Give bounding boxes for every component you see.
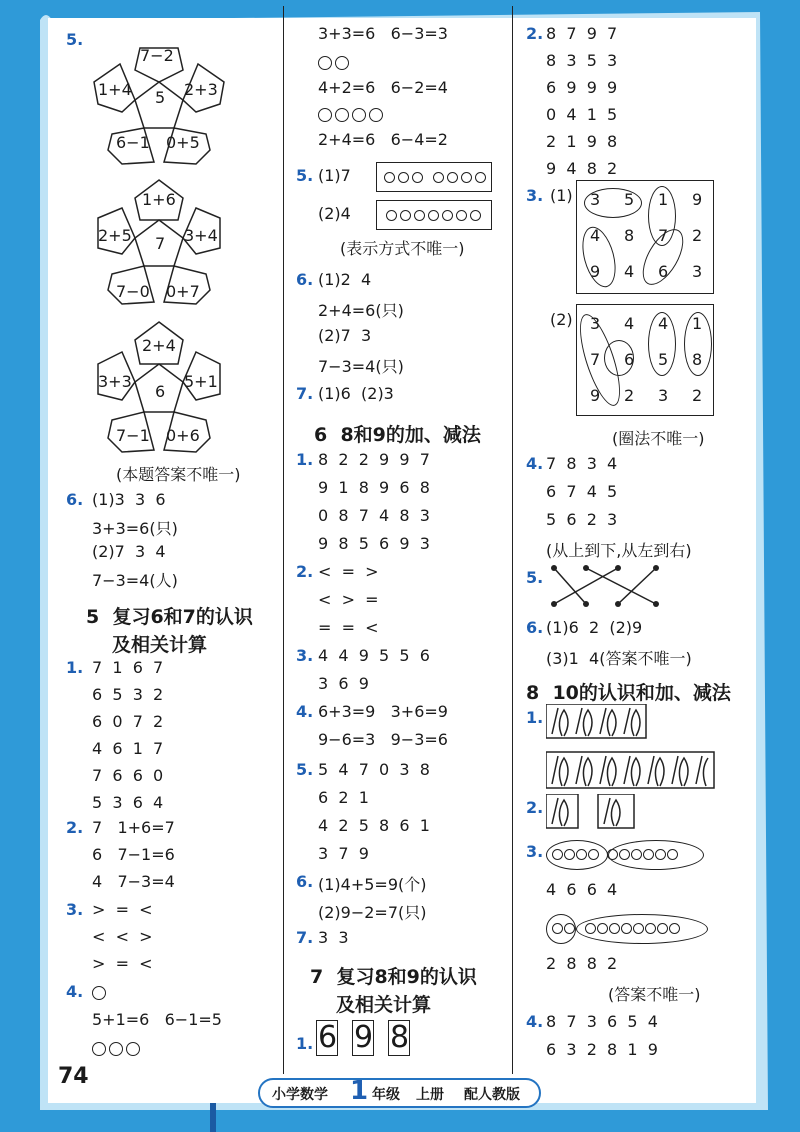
answer-line: 3 7 9 [318, 844, 369, 863]
question-label: 4. [66, 982, 84, 1001]
answer-line: 6 0 7 2 [92, 712, 164, 731]
answer-line: 4+2=6 6−2=4 [318, 78, 448, 97]
grid-number: 3 [658, 386, 669, 405]
question-label: 5. [296, 760, 314, 779]
answer-line: 6 7−1=6 [92, 845, 175, 864]
tally-marks [546, 704, 726, 790]
written-digit: 6 [318, 1020, 338, 1055]
pentagon-bottom-right: 0+5 [166, 133, 200, 152]
footer-edition: 配人教版 [464, 1087, 520, 1103]
answer-line: 4 2 5 8 6 1 [318, 816, 430, 835]
question-label: 2. [296, 562, 314, 581]
question-label: 3. [526, 186, 544, 205]
answer-line: (2)4 [318, 204, 351, 223]
answer-line: 6 2 1 [318, 788, 369, 807]
answer-line: 8 7 3 6 5 4 [546, 1012, 658, 1031]
section-title: 7 复习8和9的认识 [310, 966, 477, 988]
question-label: 2. [66, 818, 84, 837]
section-title: 8 10的认识和加、减法 [526, 682, 731, 704]
grid-number: 6 [624, 350, 635, 369]
answer-line: 2 8 8 2 [546, 954, 618, 973]
answer-line: 7 1 6 7 [92, 658, 164, 677]
question-label: 6. [296, 872, 314, 891]
question-label: 1. [296, 1034, 314, 1053]
answer-line: 6 7 4 5 [546, 482, 618, 501]
question-label: 4. [296, 702, 314, 721]
circle-answer [384, 167, 489, 186]
answer-line: 3 6 9 [318, 674, 369, 693]
pentagon-right: 2+3 [184, 80, 218, 99]
answer-line: (1)4+5=9(个) [318, 875, 427, 894]
pentagon-bottom-right: 0+6 [166, 426, 200, 445]
question-label: 6. [66, 490, 84, 509]
circle-answer [318, 52, 352, 71]
grid-number: 5 [624, 190, 635, 209]
answer-line: 7−3=4(人) [92, 571, 178, 590]
grid-number: 2 [624, 386, 635, 405]
circled-pair [648, 312, 676, 376]
answer-line: 5 6 2 3 [546, 510, 618, 529]
question-label: 5. [296, 166, 314, 185]
grid-number: 6 [658, 262, 669, 281]
answer-line: 9 4 8 2 [546, 159, 618, 178]
section-title: 5 复习6和7的认识 [86, 606, 253, 628]
answer-line: 6+3=9 3+6=9 [318, 702, 448, 721]
section-title: 6 8和9的加、减法 [314, 424, 481, 446]
pentagon-center: 5 [155, 88, 166, 107]
answer-line: 5 3 6 4 [92, 793, 164, 812]
pentagon-top: 2+4 [142, 336, 176, 355]
column-divider [283, 6, 284, 1074]
answer-line: (2)9−2=7(只) [318, 903, 427, 922]
answer-line: = = < [318, 618, 379, 637]
answer-line: 6 9 9 9 [546, 78, 618, 97]
answer-line: (1)6 (2)3 [318, 384, 394, 403]
circle-answer [92, 982, 109, 1001]
answer-line: 7 1+6=7 [92, 818, 175, 837]
question-label: 2. [526, 798, 544, 817]
footer-term: 上册 [416, 1087, 444, 1103]
answer-line: > = < [92, 954, 153, 973]
sub-label: (1) [550, 186, 573, 205]
question-label: 5. [526, 568, 544, 587]
question-label: 3. [66, 900, 84, 919]
answer-line: 3+3=6(只) [92, 519, 178, 538]
tally-marks [546, 794, 636, 830]
written-digit: 8 [390, 1020, 410, 1055]
answer-line: 9 8 5 6 9 3 [318, 534, 430, 553]
answer-line: 0 8 7 4 8 3 [318, 506, 430, 525]
pentagon-left: 2+5 [98, 226, 132, 245]
grid-number: 5 [658, 350, 669, 369]
question-label: 3. [296, 646, 314, 665]
column-divider [512, 6, 513, 1074]
answer-line: (1)3 3 6 [92, 490, 166, 509]
pentagon-top: 1+6 [142, 190, 176, 209]
circled-pair [684, 312, 712, 376]
question-label: 7. [296, 928, 314, 947]
pentagon-left: 1+4 [98, 80, 132, 99]
circled-pair [584, 188, 642, 218]
grid-number: 1 [692, 314, 703, 333]
matching-lines [546, 562, 666, 610]
answer-line: 7−3=4(只) [318, 357, 404, 376]
grid-number: 9 [590, 262, 601, 281]
question-label: 1. [66, 658, 84, 677]
answer-line: > = < [92, 900, 153, 919]
note: (本题答案不唯一) [116, 465, 241, 484]
pentagon-bottom-right: 0+7 [166, 282, 200, 301]
grid-number: 2 [692, 226, 703, 245]
grid-number: 4 [658, 314, 669, 333]
section-title: 及相关计算 [112, 634, 208, 656]
answer-line: 8 7 9 7 [546, 24, 618, 43]
question-label: 1. [296, 450, 314, 469]
note: (答案不唯一) [608, 985, 701, 1004]
circle-answer [92, 1038, 143, 1057]
answer-line: < > = [318, 590, 379, 609]
pentagon-left: 3+3 [98, 372, 132, 391]
grid-number: 7 [658, 226, 669, 245]
grid-number: 8 [692, 350, 703, 369]
answer-line: < = > [318, 562, 379, 581]
grid-number: 7 [590, 350, 601, 369]
circle-answer [552, 844, 679, 863]
answer-line: 3+3=6 6−3=3 [318, 24, 448, 43]
answer-line: 7 8 3 4 [546, 454, 618, 473]
answer-line: 2+4=6 6−4=2 [318, 130, 448, 149]
answer-line: 2+4=6(只) [318, 301, 404, 320]
grid-number: 4 [624, 262, 635, 281]
answer-line: 8 2 2 9 9 7 [318, 450, 430, 469]
answer-line: 7 6 6 0 [92, 766, 164, 785]
grid-number: 4 [624, 314, 635, 333]
pentagon-right: 3+4 [184, 226, 218, 245]
answer-line: (2)7 3 [318, 326, 372, 345]
circle-answer [318, 104, 386, 123]
pentagon-center: 7 [155, 234, 166, 253]
answer-line: 4 7−3=4 [92, 872, 175, 891]
answer-line: 2 1 9 8 [546, 132, 618, 151]
grid-number: 3 [692, 262, 703, 281]
note: (表示方式不唯一) [340, 239, 465, 258]
answer-line: 9−6=3 9−3=6 [318, 730, 448, 749]
answer-line: 3 3 [318, 928, 349, 947]
circled-pair [604, 340, 634, 376]
question-label: 4. [526, 1012, 544, 1031]
answer-line: (1)6 2 (2)9 [546, 618, 643, 637]
section-title: 及相关计算 [336, 994, 432, 1016]
question-label: 6. [296, 270, 314, 289]
question-label: 6. [526, 618, 544, 637]
answer-line: (2)7 3 4 [92, 542, 166, 561]
written-digit: 9 [354, 1020, 374, 1055]
answer-line: 4 6 1 7 [92, 739, 164, 758]
grid-number: 4 [590, 226, 601, 245]
pentagon-right: 5+1 [184, 372, 218, 391]
question-label: 4. [526, 454, 544, 473]
footer-grade: 年级 [372, 1087, 400, 1103]
grid-number: 1 [658, 190, 669, 209]
grid-number: 3 [590, 190, 601, 209]
question-label: 1. [526, 708, 544, 727]
pentagon-center: 6 [155, 382, 166, 401]
circle-answer [552, 918, 681, 937]
answer-line: (3)1 4(答案不唯一) [546, 649, 692, 668]
answer-line: 6 3 2 8 1 9 [546, 1040, 658, 1059]
answer-line: 0 4 1 5 [546, 105, 618, 124]
pentagon-bottom-left: 7−1 [116, 426, 150, 445]
grid-number: 9 [692, 190, 703, 209]
answer-line: (1)2 4 [318, 270, 372, 289]
footer-banner [258, 1078, 541, 1108]
sub-label: (2) [550, 310, 573, 329]
question-label: 7. [296, 384, 314, 403]
answer-line: 5 4 7 0 3 8 [318, 760, 430, 779]
answer-line: 4 4 9 5 5 6 [318, 646, 430, 665]
footer-grade-number: 1 [350, 1076, 369, 1106]
footer-subject: 小学数学 [272, 1087, 328, 1103]
grid-number: 8 [624, 226, 635, 245]
pentagon-top: 7−2 [140, 46, 174, 65]
note: (从上到下,从左到右) [546, 541, 692, 560]
page-number: 74 [58, 1064, 89, 1089]
grid-number: 3 [590, 314, 601, 333]
question-label: 2. [526, 24, 544, 43]
grid-number: 9 [590, 386, 601, 405]
pentagon-bottom-left: 7−0 [116, 282, 150, 301]
answer-line: (1)7 [318, 166, 351, 185]
answer-line: < < > [92, 927, 153, 946]
answer-line: 5+1=6 6−1=5 [92, 1010, 222, 1029]
circle-answer [386, 205, 484, 224]
answer-line: 6 5 3 2 [92, 685, 164, 704]
grid-number: 2 [692, 386, 703, 405]
answer-line: 4 6 6 4 [546, 880, 618, 899]
question-label: 5. [66, 30, 84, 49]
question-label: 3. [526, 842, 544, 861]
note: (圈法不唯一) [612, 429, 705, 448]
answer-line: 9 1 8 9 6 8 [318, 478, 430, 497]
pentagon-bottom-left: 6−1 [116, 133, 150, 152]
answer-line: 8 3 5 3 [546, 51, 618, 70]
